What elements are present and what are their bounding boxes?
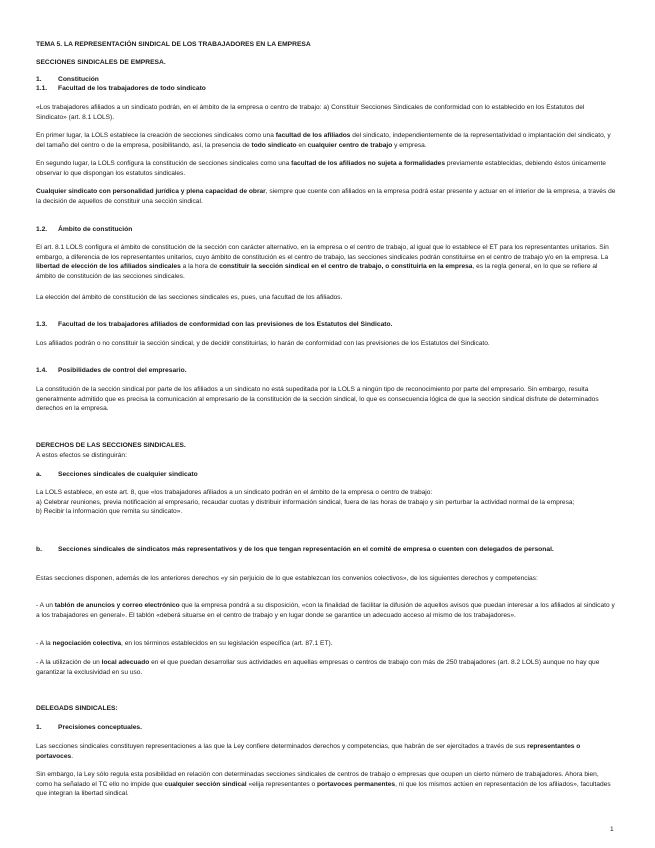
paragraph: Los afiliados podrán o no constituir la sección sindical, y de decidir constituirlas, lo harán de conformidad con las previsiones de los Estatutos del Sindicato.: [36, 340, 490, 347]
paragraph: Las secciones sindicales constituyen representaciones a las que la Ley confiere determinados derechos y competencias, que habrán de ser ejercitados a través de sus representantes o portavoces.: [36, 743, 581, 760]
paragraph: La constitución de la sección sindical por parte de los afiliados a un sindicato no está supeditada por la LOLS a ningún tipo de reconocimiento por parte del empresario. Sin embargo, resulta generalmente admitido que es precisa la comunicación al empresario de la constitución de la sección sindical, lo que es consecuencia lógica de que la sección sindical disfrute de determinados derechos en la empresa.: [36, 386, 599, 413]
heading-1-2: 1.2. Ámbito de constitución: [36, 226, 133, 233]
heading-text: Constitución: [58, 76, 99, 83]
heading-1-3: 1.3. Facultad de los trabajadores afiliados de conformidad con las previsiones de los Estatutos del Sindicato.: [36, 321, 393, 328]
paragraph: Cualquier sindicato con personalidad jurídica y plena capacidad de obrar, siempre que cuente con afiliados en la empresa podrá estar presente y actuar en el interior de la empresa, a través de la decisión de aquellos de constituir una sección sindical.: [36, 188, 616, 205]
list-item: - A la utilización de un local adecuado en el que puedan desarrollar sus actividades en aquellas empresas o centros de trabajo con más de 250 trabajadores (art. 8.2 LOLS) aunque no hay que garantizar la exclusividad en su uso.: [36, 659, 600, 676]
section-title-delegados: DELEGADS SINDICALES:: [36, 705, 118, 712]
list-item: - A un tablón de anuncios y correo electrónico que la empresa pondrá a su disposición, «con la finalidad de facilitar la difusión de aquellos avisos que puedan interesar a los afiliados al sindicato y a los trabajadores en general». El tablón «deberá situarse en el centro de trabajo y en lugar donde se garantice un adecuado acceso al mismo de los trabajadores».: [36, 602, 615, 619]
section-title-secciones: SECCIONES SINDICALES DE EMPRESA.: [36, 59, 166, 66]
paragraph: El art. 8.1 LOLS configura el ámbito de constitución de la sección con carácter alternativo, en la empresa o el centro de trabajo, al igual que lo establece el ET para los representantes unitarios. Sin embargo, a diferencia de los representantes unitarios, cuyo ámbito de constitución es el centro de trabajo, las secciones sindicales podrán constituirse en el centro de trabajo y/o en la empresa. La libertad de elección de los afiliados sindicales a la hora de constituir la sección sindical en el centro de trabajo, o constituirla en la empresa, es la regla general, en lo que se refiere al ámbito de constitución de las secciones sindicales.: [36, 244, 609, 280]
paragraph: Estas secciones disponen, además de los anteriores derechos «y sin perjuicio de lo que establezcan los convenios colectivos», de los siguientes derechos y competencias:: [36, 575, 538, 582]
paragraph: A estos efectos se distinguirán:: [36, 452, 127, 459]
heading-b: b. Secciones sindicales de sindicatos más representativos y de los que tengan representación en el comité de empresa o cuenten con delegados de personal.: [36, 546, 554, 553]
paragraph: La LOLS establece, en este art. 8, que «los trabajadores afiliados a un sindicato podrán en el ámbito de la empresa o centro de trabajo: a) Celebrar reuniones, previa notificación al empresario, recaudar cuotas y distribuir información sindical, fuera de las horas de trabajo y sin perturbar la actividad normal de la empresa; b) Recibir la información que remita su sindicato».: [36, 489, 575, 516]
paragraph: Sin embargo, la Ley sólo regula esta posibilidad en relación con determinadas secciones sindicales de centros de trabajo o empresas que ocupen un cierto número de trabajadores. Ahora bien, como ha señalado el TC ello no impide que cualquier sección sindical «elija representantes o portavoces permanentes, ni que los mismos actúen en representación de los afiliados», facultades que integran la libertad sindical.: [36, 771, 611, 798]
heading-1-1: [36, 84, 616, 94]
heading-number: 1.: [36, 76, 42, 83]
heading-precisiones: 1. Precisiones conceptuales.: [36, 724, 143, 731]
paragraph: «Los trabajadores afiliados a un sindicato podrán, en el ámbito de la empresa o centro de trabajo: a) Constituir Secciones Sindicales de conformidad con lo establecido en los Estatutos del Sindicato» (art. 8.1 LOLS).: [36, 104, 585, 121]
section-title-derechos: DERECHOS DE LAS SECCIONES SINDICALES.: [36, 442, 186, 449]
paragraph: En segundo lugar, la LOLS configura la constitución de secciones sindicales como una facultad de los afiliados no sujeta a formalidades previamente establecidas, debiendo éstos únicamente observar lo que dispongan los estatutos sindicales.: [36, 160, 606, 177]
document-title: TEMA 5. LA REPRESENTACIÓN SINDICAL DE LOS TRABAJADORES EN LA EMPRESA: [36, 41, 311, 48]
heading-number: 1.1.: [36, 85, 48, 92]
paragraph: La elección del ámbito de constitución de las secciones sindicales es, pues, una facultad de los afiliados.: [36, 294, 343, 301]
page-number: 1: [610, 826, 614, 833]
heading-a: a. Secciones sindicales de cualquier sindicato: [36, 471, 198, 478]
heading-text: Facultad de los trabajadores de todo sindicato: [58, 85, 206, 92]
paragraph: En primer lugar, la LOLS establece la creación de secciones sindicales como una facultad de los afiliados del sindicato, independientemente de la representatividad o implantación del sindicato, y del tamaño del centro o de la empresa, posibilitando, así, la presencia de todo sindicato en cualquier centro de trabajo y empresa.: [36, 132, 611, 149]
heading-1-4: 1.4. Posibilidades de control del empresario.: [36, 367, 187, 374]
list-item: - A la negociación colectiva, en los términos establecidos en su legislación específica (art. 87.1 ET).: [36, 640, 333, 647]
